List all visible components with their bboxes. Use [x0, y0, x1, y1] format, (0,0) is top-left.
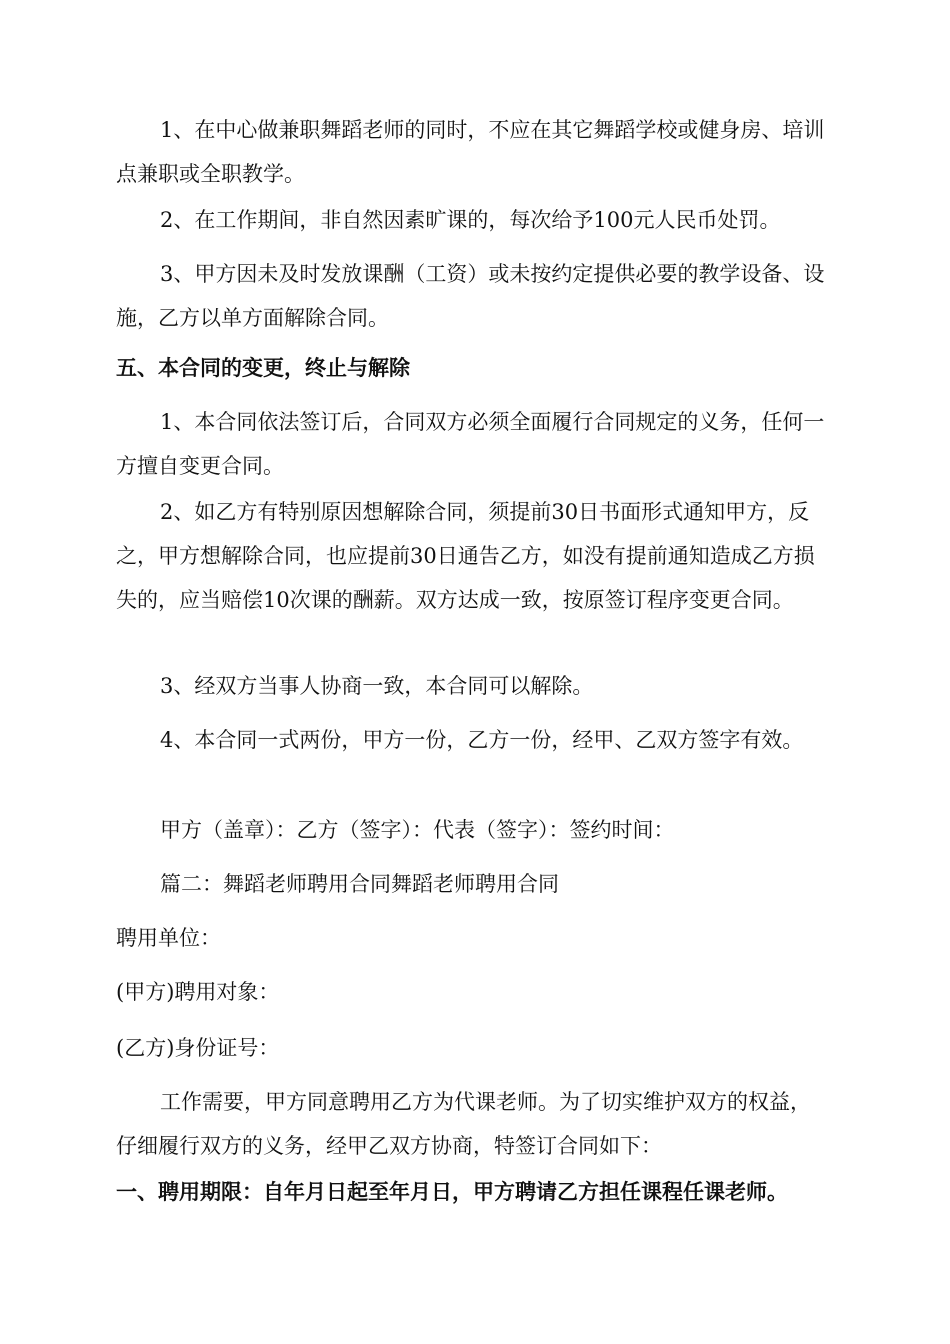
employee-field: (甲方)聘用对象：	[116, 980, 280, 1004]
section-heading-changes: 五、本合同的变更，终止与解除	[116, 355, 410, 380]
paragraph-obligations: 1、本合同依法签订后，合同双方必须全面履行合同规定的义务，任何一方擅自变更合同。	[116, 410, 825, 478]
paragraph-unilateral-termination: 3、甲方因未及时发放课酬（工资）或未按约定提供必要的教学设备、设施，乙方以单方面解除合同。	[116, 262, 825, 330]
section-heading-term: 一、聘用期限：自年月日起至年月日，甲方聘请乙方担任课程任课老师。	[116, 1179, 788, 1204]
id-number-field: (乙方)身份证号：	[116, 1036, 280, 1060]
paragraph-copies: 4、本合同一式两份，甲方一份，乙方一份，经甲、乙双方签字有效。	[160, 728, 804, 752]
paragraph-notice-period: 2、如乙方有特别原因想解除合同，须提前30日书面形式通知甲方，反之，甲方想解除合同，也应提前30日通告乙方，如没有提前通知造成乙方损失的，应当赔偿10次课的酬薪。双方达成一致，按原签订程序变更合同。	[116, 500, 815, 612]
signature-line: 甲方（盖章）：乙方（签字）：代表（签字）：签约时间：	[160, 818, 675, 842]
paragraph-mutual-termination: 3、经双方当事人协商一致，本合同可以解除。	[160, 674, 594, 698]
second-contract-title: 篇二：舞蹈老师聘用合同舞蹈老师聘用合同	[160, 872, 559, 896]
paragraph-absence-penalty: 2、在工作期间，非自然因素旷课的，每次给予100元人民币处罚。	[160, 208, 781, 232]
paragraph-no-moonlighting: 1、在中心做兼职舞蹈老师的同时，不应在其它舞蹈学校或健身房、培训点兼职或全职教学。	[116, 118, 825, 186]
paragraph-agreement-intro: 工作需要，甲方同意聘用乙方为代课老师。为了切实维护双方的权益，仔细履行双方的义务，经甲乙双方协商，特签订合同如下：	[116, 1090, 811, 1158]
employer-field: 聘用单位：	[116, 926, 221, 950]
